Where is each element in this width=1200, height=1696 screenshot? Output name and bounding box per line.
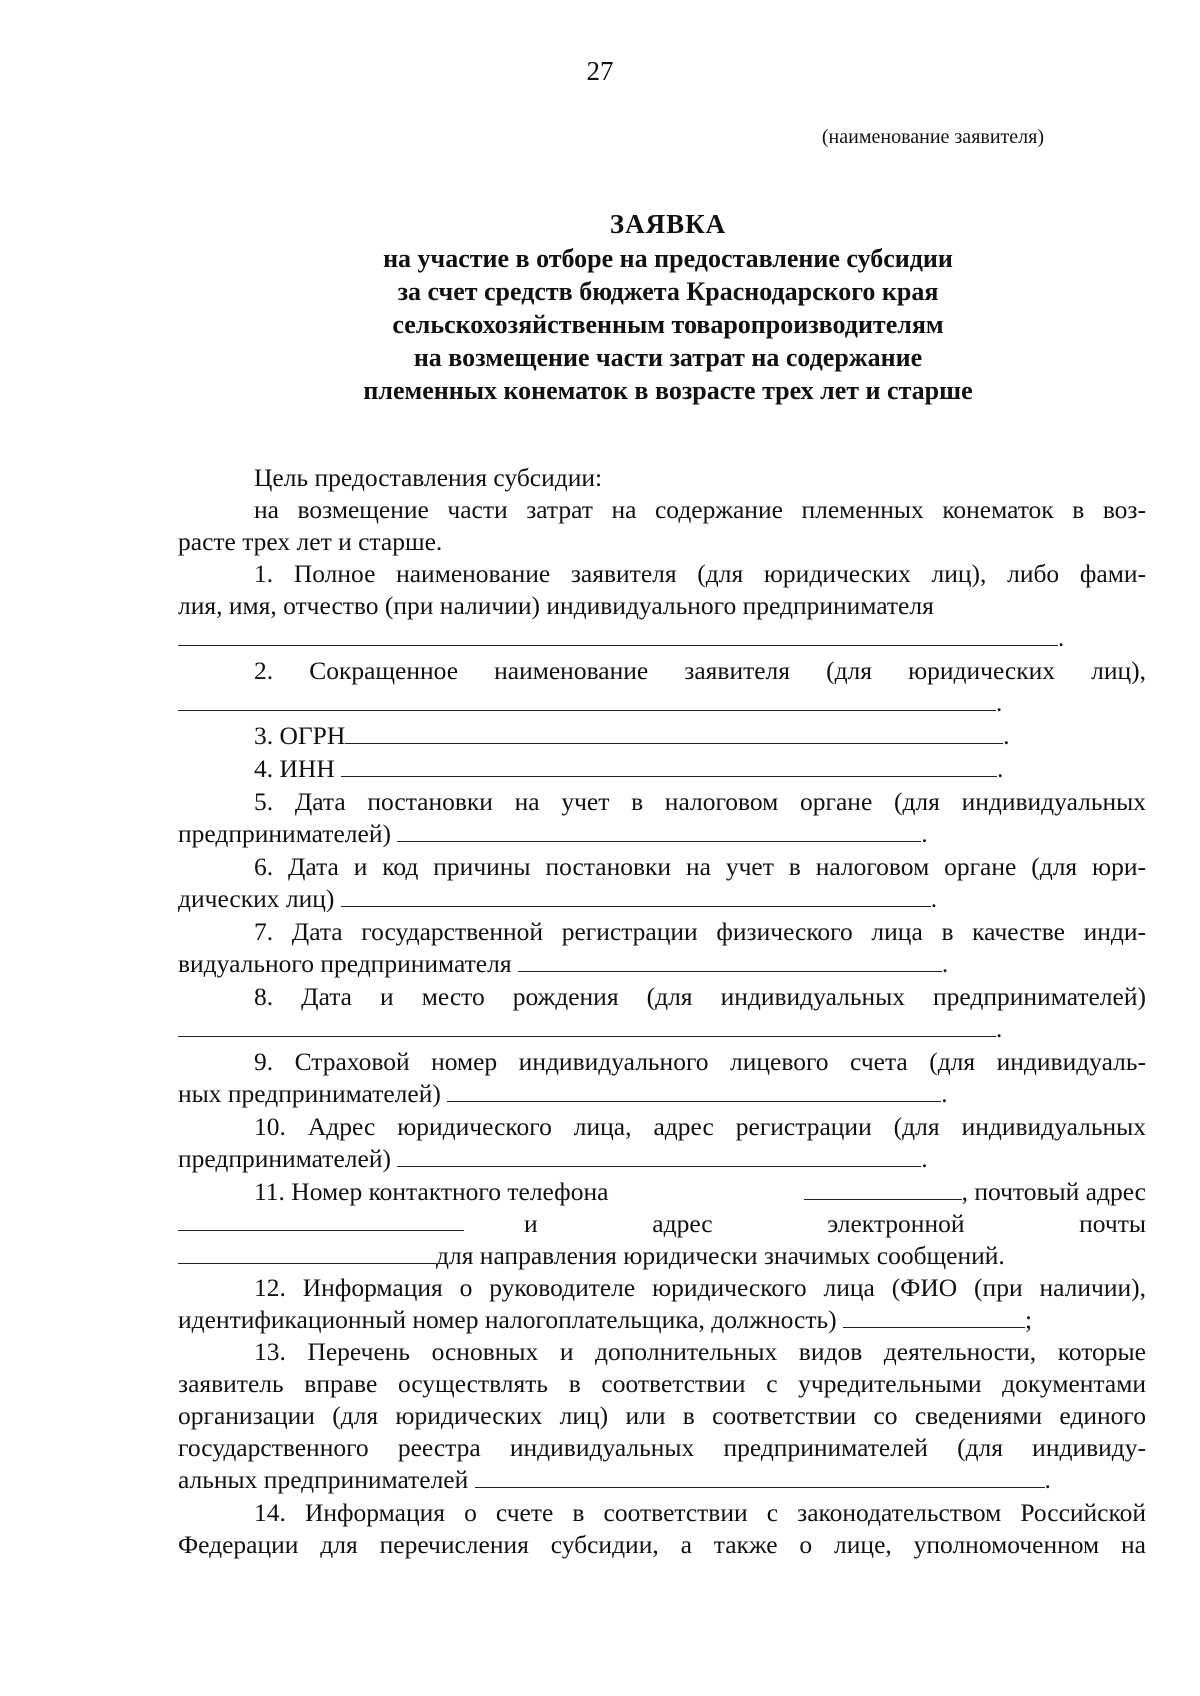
goal-label: Цель предоставления субсидии: bbox=[254, 463, 603, 492]
item-5-blank[interactable] bbox=[397, 819, 921, 842]
title-line: племенных конематок в возрасте трех лет и старше bbox=[363, 376, 973, 405]
page-number: 27 bbox=[586, 56, 614, 86]
item-12-text: 12. Информация о руководителе юридического лица (ФИО (при наличии), bbox=[254, 1273, 1146, 1302]
item-11-row-1 bbox=[178, 1176, 1146, 1208]
item-11-row-3 bbox=[178, 1240, 1146, 1272]
title-line: сельскохозяйственным товаропроизводителям bbox=[392, 310, 944, 339]
item-1-text: лия, имя, отчество (при наличии) индивидуального предпринимателя bbox=[178, 591, 934, 620]
goal-text: на возмещение части затрат на содержание племенных конематок в воз- bbox=[254, 495, 1146, 524]
item-13-text: 13. Перечень основных и дополнительных видов деятельности, которые bbox=[254, 1337, 1146, 1366]
item-7-text: видуального предпринимателя bbox=[178, 949, 512, 978]
item-7-text: 7. Дата государственной регистрации физического лица в качестве инди- bbox=[254, 917, 1146, 946]
title-line: на возмещение части затрат на содержание bbox=[413, 343, 923, 372]
item-1-text: 1. Полное наименование заявителя (для юридических лиц), либо фами- bbox=[254, 559, 1146, 588]
phone-blank[interactable] bbox=[804, 1177, 962, 1200]
item-9-blank[interactable] bbox=[447, 1079, 941, 1102]
item-11-text: 11. Номер контактного телефона bbox=[254, 1177, 609, 1206]
item-5-text: 5. Дата постановки на учет в налоговом органе (для индивидуальных bbox=[254, 787, 1146, 816]
item-10-row: предпринимателей) . bbox=[178, 1144, 928, 1173]
item-10-text: 10. Адрес юридического лица, адрес регистрации (для индивидуальных bbox=[254, 1112, 1146, 1141]
item-6-row: дических лиц) . bbox=[178, 884, 938, 913]
item-11-row-2 bbox=[178, 1208, 1146, 1240]
item-2-field: . bbox=[178, 687, 1146, 720]
item-13-text: государственного реестра индивидуальных предпринимателей (для индивиду- bbox=[178, 1433, 1146, 1462]
item-14-text: Федерации для перечисления субсидии, а также о лице, уполномоченном на bbox=[178, 1530, 1146, 1559]
form-body bbox=[178, 462, 1146, 1561]
item-3-row: 3. ОГРН . bbox=[254, 721, 1010, 750]
item-7-row: видуального предпринимателя . bbox=[178, 949, 949, 978]
item-2-blank[interactable] bbox=[178, 688, 996, 711]
email-blank[interactable] bbox=[178, 1241, 436, 1264]
item-13-row: альных предпринимателей . bbox=[178, 1465, 1051, 1494]
item-6-text: дических лиц) bbox=[178, 884, 335, 913]
postal-address-blank[interactable] bbox=[178, 1208, 464, 1231]
item-4-row: 4. ИНН . bbox=[254, 754, 1004, 783]
item-12-blank[interactable] bbox=[843, 1305, 1025, 1328]
item-8-field: . bbox=[178, 1013, 1146, 1046]
item-7-blank[interactable] bbox=[518, 949, 942, 972]
item-11-text: для направления юридически значимых сообщений. bbox=[436, 1241, 1005, 1270]
title-line: за счет средств бюджета Краснодарского края bbox=[397, 277, 939, 306]
item-9-row: ных предпринимателей) . bbox=[178, 1079, 948, 1108]
applicant-caption: (наименование заявителя) bbox=[821, 126, 1044, 148]
item-1-blank[interactable] bbox=[178, 623, 1058, 646]
item-14-text: 14. Информация о счете в соответствии с законодательством Российской bbox=[254, 1498, 1146, 1527]
title-line: на участие в отборе на предоставление субсидии bbox=[383, 244, 953, 273]
document-title bbox=[280, 206, 1056, 407]
item-13-text: организации (для юридических лиц) или в соответствии со сведениями единого bbox=[178, 1401, 1146, 1430]
item-6-blank[interactable] bbox=[341, 884, 931, 907]
item-12-text: идентификационный номер налогоплательщика, должность) bbox=[178, 1305, 837, 1334]
goal-text: расте трех лет и старше. bbox=[178, 527, 443, 556]
item-2-text: 2. Сокращенное наименование заявителя (для юридических лиц), bbox=[254, 656, 1146, 685]
item-4-label: 4. ИНН bbox=[254, 754, 335, 783]
item-11-text: и адрес электронной почты bbox=[524, 1209, 1146, 1238]
item-13-blank[interactable] bbox=[475, 1465, 1045, 1488]
item-6-text: 6. Дата и код причины постановки на учет в налоговом органе (для юри- bbox=[254, 852, 1146, 881]
item-8-blank[interactable] bbox=[178, 1014, 996, 1037]
item-11-text: , почтовый адрес bbox=[961, 1177, 1146, 1206]
item-13-text: альных предпринимателей bbox=[178, 1465, 469, 1494]
item-12-row: идентификационный номер налогоплательщика, должность) ; bbox=[178, 1305, 1033, 1334]
item-13-text: заявитель вправе осуществлять в соответствии с учредительными документами bbox=[178, 1369, 1146, 1398]
item-8-text: 8. Дата и место рождения (для индивидуальных предпринимателей) bbox=[254, 982, 1146, 1011]
title-main: ЗАЯВКА bbox=[609, 209, 727, 239]
ogrn-blank[interactable] bbox=[345, 721, 1003, 744]
item-5-row: предпринимателей) . bbox=[178, 819, 928, 848]
item-1-field: . bbox=[178, 622, 1146, 655]
inn-blank[interactable] bbox=[341, 754, 997, 777]
item-10-blank[interactable] bbox=[397, 1144, 921, 1167]
item-3-label: 3. ОГРН bbox=[254, 721, 346, 750]
item-9-text: 9. Страховой номер индивидуального лицевого счета (для индивидуаль- bbox=[254, 1047, 1146, 1076]
item-9-text: ных предпринимателей) bbox=[178, 1079, 441, 1108]
item-5-text: предпринимателей) bbox=[178, 819, 391, 848]
item-10-text: предпринимателей) bbox=[178, 1144, 391, 1173]
